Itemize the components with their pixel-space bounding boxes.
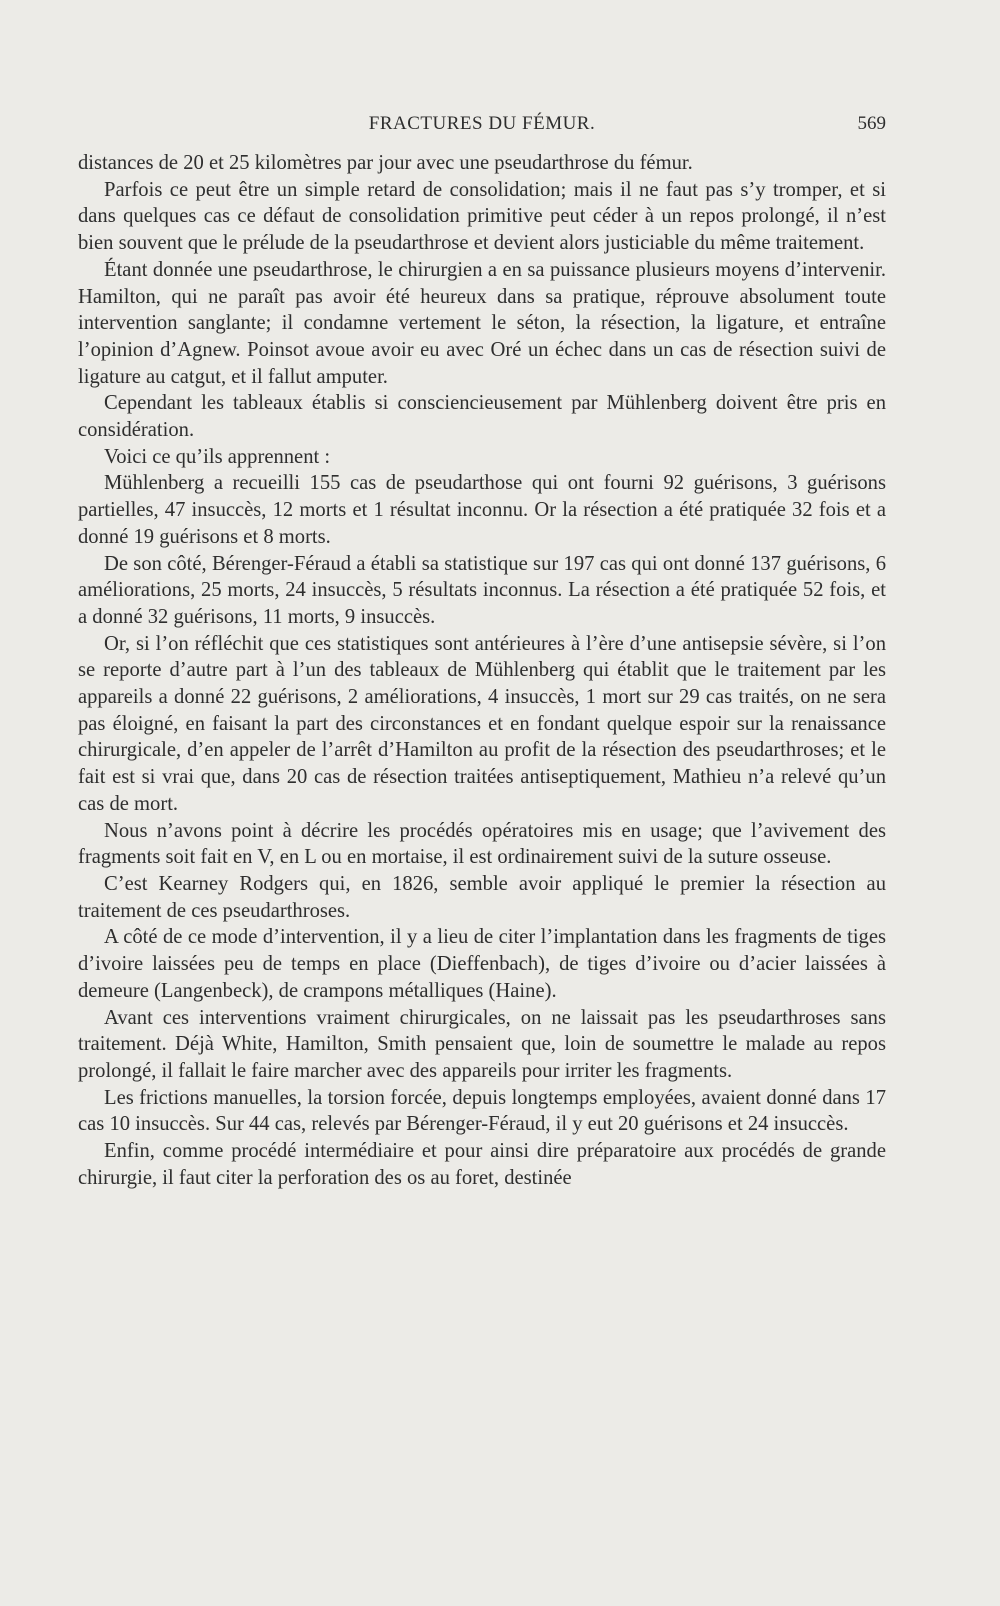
paragraph: Voici ce qu’ils apprennent : xyxy=(104,445,331,468)
body-text xyxy=(78,150,886,1191)
paragraph: Cependant les tableaux établis si consciencieusement par Mühlenberg doivent être pris en considération. xyxy=(78,392,886,442)
paragraph: Or, si l’on réfléchit que ces statistiques sont antérieures à l’ère d’une antisepsie sévère, si l’on se reporte d’autre part à l’un des tableaux de Mühlenberg qui établit que le traitement par les appareils a donné 22 guérisons, 2 améliorations, 4 insuccès, 1 mort sur 29 cas traités, on ne sera pas éloigné, en faisant la part des circonstances et en fondant quelque espoir sur la renaissance chirurgicale, d’en appeler de l’arrêt d’Hamilton au profit de la résection des pseudarthroses; et le fait est si vrai que, dans 20 cas de résection traitées antiseptiquement, Mathieu n’a relevé qu’un cas de mort. xyxy=(78,632,886,815)
paragraph: Les frictions manuelles, la torsion forcée, depuis longtemps employées, avaient donné dans 17 cas 10 insuccès. Sur 44 cas, relevés par Bérenger-Féraud, il y eut 20 guérisons et 24 insuccès. xyxy=(78,1086,886,1136)
paragraph: C’est Kearney Rodgers qui, en 1826, semble avoir appliqué le premier la résection au traitement de ces pseudarthroses. xyxy=(78,872,886,922)
paragraph: Avant ces interventions vraiment chirurgicales, on ne laissait pas les pseudarthroses sans traitement. Déjà White, Hamilton, Smith pensaient que, loin de soumettre le malade au repos prolongé, il fallait le faire marcher avec des appareils pour irriter les fragments. xyxy=(78,1006,886,1082)
page-number: 569 xyxy=(857,113,886,134)
paragraph: distances de 20 et 25 kilomètres par jour avec une pseudarthrose du fémur. xyxy=(78,152,693,174)
paragraph: Mühlenberg a recueilli 155 cas de pseudarthose qui ont fourni 92 guérisons, 3 guérisons partielles, 47 insuccès, 12 morts et 1 résultat inconnu. Or la résection a été pratiquée 32 fois et a donné 19 guérisons et 8 morts. xyxy=(78,472,886,548)
paragraph: Nous n’avons point à décrire les procédés opératoires mis en usage; que l’avivement des fragments soit fait en V, en L ou en mortaise, il est ordinairement suivi de la suture osseuse. xyxy=(78,819,886,869)
paragraph: De son côté, Bérenger-Féraud a établi sa statistique sur 197 cas qui ont donné 137 guérisons, 6 améliorations, 25 morts, 24 insuccès, 5 résultats inconnus. La résection a été pratiquée 52 fois, et a donné 32 guérisons, 11 morts, 9 insuccès. xyxy=(78,552,886,628)
paragraph: Parfois ce peut être un simple retard de consolidation; mais il ne faut pas s’y tromper, et si dans quelques cas ce défaut de consolidation primitive peut céder à un repos prolongé, il n’est bien souvent que le prélude de la pseudarthrose et devient alors justiciable du même traitement. xyxy=(78,178,886,255)
paragraph: Enfin, comme procédé intermédiaire et pour ainsi dire préparatoire aux procédés de grande chirurgie, il faut citer la perforation des os au foret, destinée xyxy=(78,1140,886,1189)
paragraph: A côté de ce mode d’intervention, il y a lieu de citer l’implantation dans les fragments de tiges d’ivoire laissées peu de temps en place (Dieffenbach), de tiges d’ivoire ou d’acier laissées à demeure (Langenbeck), de crampons métalliques (Haine). xyxy=(78,926,886,1002)
running-title: FRACTURES DU FÉMUR. xyxy=(368,113,596,134)
paragraph: Étant donnée une pseudarthrose, le chirurgien a en sa puissance plusieurs moyens d’intervenir. Hamilton, qui ne paraît pas avoir été heureux dans sa pratique, réprouve absolument toute intervention sanglante; il condamne vertement le séton, la résection, la ligature, et entraîne l’opinion d’Agnew. Poinsot avoue avoir eu avec Oré un échec dans un cas de résection suivi de ligature au catgut, et il fallut amputer. xyxy=(78,258,886,388)
page-header xyxy=(78,113,886,143)
